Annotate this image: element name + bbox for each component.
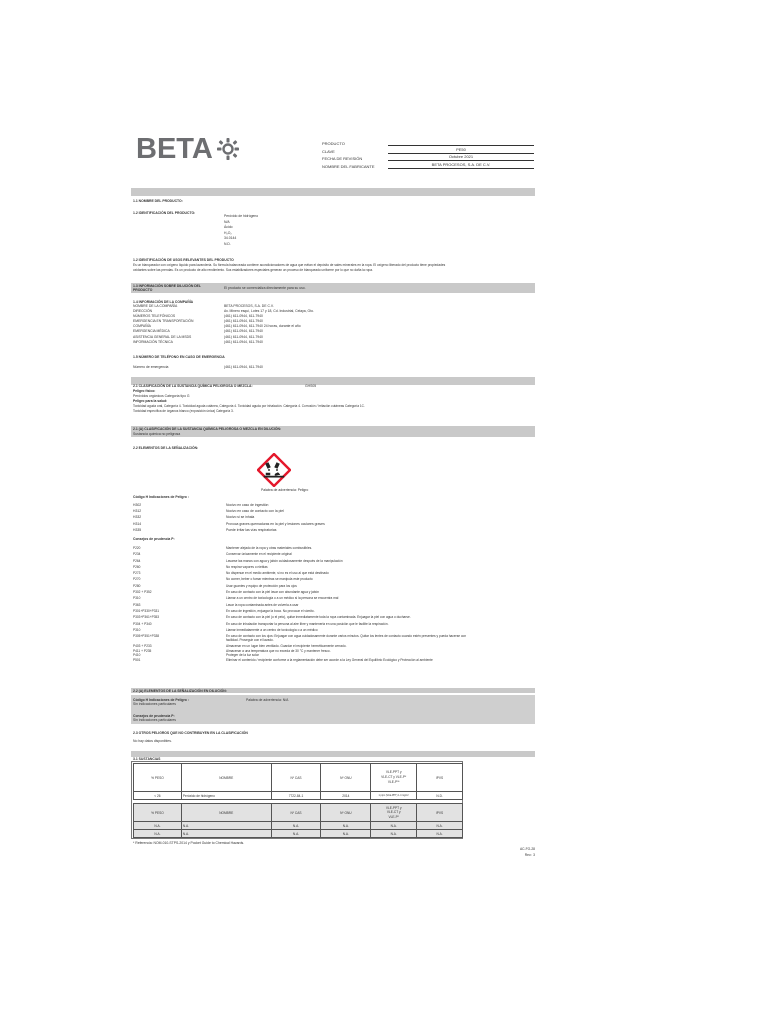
company-value: (461) 611-0944, 611-7940 (224, 334, 263, 339)
ident-value: Ácido (224, 225, 233, 230)
company-info-list (133, 304, 314, 345)
product-ident-values (224, 214, 258, 248)
column-header: % PESO (134, 764, 182, 792)
dilution-p-value: Sin indicaciones particulares (133, 718, 176, 722)
dilution-classification-value: Sustancia química no peligrosa (133, 431, 181, 436)
h-code-text: Puede irritar las vías respiratorias (226, 527, 277, 532)
header-row-clave (322, 146, 534, 153)
table-cell: < 26 (134, 792, 182, 800)
column-header: % PESO (134, 804, 182, 822)
table-row (134, 792, 463, 800)
dilution-info-label: 1.3 INFORMACIÓN SOBRE DILUCIÓN DEL PRODUCTO (133, 283, 201, 292)
company-key: COMPAÑÍA (133, 324, 151, 329)
p-codes-heading: Consejos de prudencia P: (133, 537, 175, 541)
column-header: Nº CAS (271, 764, 321, 792)
company-key: DIRECCIÓN (133, 309, 153, 314)
table-cell: N.A. (417, 830, 463, 838)
p-code-text: Lavarse las manos con agua y jabón cuidadosamente después de la manipulación (226, 558, 343, 563)
revision-number: Rev.: 3 (524, 853, 535, 857)
ident-value: 34.0144 (224, 236, 237, 241)
p-code-text: En caso de inhalación transportar la persona al aire libre y mantenerla en una posición que le facilite la respiración. (226, 621, 389, 626)
company-value: Av. Minero esquí, Lotes 17 y 18, Cd. Industrial, Celaya, Gto. (224, 309, 314, 314)
vle-line: VLE-CT y VLE-P* (381, 775, 407, 779)
company-value: BETA PROCESOS, S.A. DE C.V. (224, 304, 274, 308)
p-code-text: En caso de contacto con los ojos: Enjuagar con agua cuidadosamente durante varios minutos. Quitar los lentes de contacto cuando estén presentes y pueda hacerse con (226, 634, 467, 639)
dilution-signal-heading: 2.2 (A) ELEMENTOS DE LA SEÑALIZACIÓN EN DILUCIÓN: (133, 688, 227, 693)
dilution-h-value: Sin indicaciones particulares (133, 702, 176, 706)
emergency-key: Número de emergencia (133, 365, 169, 369)
uses-text-line-1: Es un blanqueador con oxígeno líquido para lavandería. Su fórmula balanceada contiene acondicionadores de agua que evitan el depósito de sales minerales en la ropa. El oxígeno liberado del producto tiene propiedades (133, 263, 446, 267)
h-code-text: Nocivo en caso de contacto con la piel (226, 509, 284, 514)
header-value (388, 139, 534, 146)
ident-value: H₂O₂ (224, 230, 232, 235)
column-header: IPVS (417, 764, 463, 792)
header-label: CLAVE (322, 148, 335, 154)
product-name-heading: 1.1 NOMBRE DEL PRODUCTO: (133, 199, 183, 203)
p-code-text: Proteger de la luz solar (226, 653, 259, 658)
uses-text-line-2: oxidantes sobre las prendas. Es un producto de alto rendimiento. Sus estabilizadores especiales generan un proceso de blanqueado uniforme por lo que no daña la ropa. (133, 268, 373, 272)
header-value: BETA PROCESOS, S.A. DE C.V. (388, 162, 534, 169)
header-label: PRODUCTO (322, 141, 345, 147)
p-code-text: facilidad. Proseguir con el lavado. (226, 638, 274, 643)
p-code: P264 (133, 558, 141, 563)
ghs-code: GHS05 (305, 384, 317, 388)
p-code: P270 (133, 577, 141, 582)
ident-value: Peróxido de hidrógeno (224, 214, 259, 218)
vle-line: VLE-PPT y (385, 770, 402, 774)
dilution-signal-box (131, 695, 535, 724)
company-key: NÚMEROS TELEFÓNICOS (133, 314, 176, 319)
p-codes-list (133, 545, 466, 662)
emergency-row (133, 365, 263, 369)
p-code-text: No dispersar en el medio ambiente, si no es el uso al que está destinado (226, 571, 329, 576)
p-code-text: En caso de contacto con la piel (o el pelo), quitar inmediatamente toda la ropa contaminada. Enjuagar la piel con agua o ducharse. (226, 615, 411, 620)
p-code-text: Usar guantes y equipo de protección para los ojos (226, 583, 297, 588)
gear-logo-icon (215, 136, 241, 162)
p-code: P501 (133, 657, 141, 662)
health-hazard-text-1: Toxicidad aguda oral, Categoría 4. Toxicidad aguda cutánea, Categoría 4. Toxicidad aguda por inhalación. Categoría 4. Corrosión / irritación cutáneas Categoría 1C. (133, 404, 365, 408)
column-header: NOMBRE (181, 764, 271, 792)
column-header-vle (371, 764, 417, 792)
p-code: P234 (133, 552, 141, 557)
dilution-classification-heading: 2.1 (A) CLASIFICACIÓN DE LA SUSTANCIA QUÍMICA PELIGROSA O MEZCLA EN DILUCIÓN: (133, 427, 282, 431)
substances-heading: 3.1 SUSTANCIAS (133, 757, 161, 761)
company-key: ASISTENCIA GENERAL DE LA MSDS (133, 334, 192, 339)
h-code: H312 (133, 509, 142, 514)
p-code: P363 (133, 602, 141, 607)
table-cell: N.A. (134, 830, 182, 838)
p-code-text: Conservar únicamente en el recipiente original (226, 552, 292, 557)
table-cell: N.A. (321, 822, 371, 830)
h-code: H335 (133, 527, 142, 532)
section-1-bar (131, 188, 535, 196)
table-cell: N.A. (271, 830, 321, 838)
dilution-h-heading: Código H Indicaciones de Peligro : (133, 698, 189, 702)
p-code: P303+P361+P353 (133, 615, 160, 620)
p-code: P411 + P235 (133, 648, 152, 653)
reference-note: * Referencia: NOM-010-STPS-2014 y Pocket Guide to Chemical Hazards. (133, 841, 245, 845)
dilution-info-value: El producto se comercializa directamente para su uso. (224, 286, 306, 290)
p-code-text: Mantener alejado de la ropa y otras materiales combustibles. (226, 546, 313, 550)
h-code: H314 (133, 521, 142, 526)
table-header-row (134, 764, 463, 792)
header-value: Octubre 2021 (388, 154, 534, 161)
health-hazard-heading: Peligro para la salud: (133, 399, 168, 403)
table-cell: N.A. (181, 830, 271, 838)
company-value: (461) 611-0944, 611-7940 (224, 339, 263, 344)
table-cell: 1 ppm (VLE-PPT) 1.4 mg/m³ (371, 792, 417, 800)
h-codes-list (133, 502, 325, 533)
column-header: Nº ONU (321, 764, 371, 792)
column-header: IPVS (417, 804, 463, 822)
p-code-text: No comer, beber o fumar mientras se manipula este producto (226, 577, 313, 582)
p-code-text: Llamar a un centro de toxicología o a un médico si la persona se encuentra mal (226, 596, 339, 601)
h-code-text: Nocivo en caso de ingestión (226, 503, 269, 507)
signal-word: Palabra de advertencia: Peligro (261, 488, 309, 492)
p-code: P301+P330+P331 (133, 608, 160, 613)
p-code: P410 (133, 653, 141, 658)
header-row-fecha (322, 154, 534, 161)
other-hazards-value: No hay datos disponibles. (133, 739, 172, 743)
corrosion-pictogram-icon (257, 453, 291, 487)
h-codes-heading: Código H Indicaciones de Peligro : (133, 495, 189, 499)
company-row (133, 340, 314, 345)
uses-heading: 1.2 IDENTIFICACIÓN DE USOS RELEVANTES DEL PRODUCTO (133, 258, 234, 262)
column-header-vle (371, 804, 417, 822)
table-cell: N.A. (134, 822, 182, 830)
column-header: Nº ONU (321, 804, 371, 822)
section-3-bar (131, 751, 535, 757)
brand-text: BETA (136, 133, 213, 165)
h-code: H332 (133, 515, 142, 520)
beta-logo (136, 135, 246, 163)
dilution-p-heading: Consejos de prudencia P: (133, 714, 175, 718)
substances-table (133, 763, 463, 800)
document-code: AC-FO-28 (519, 847, 535, 851)
other-hazards-heading: 2.3 OTROS PELIGROS QUE NO CONTRIBUYEN EN LA CLASIFICACIÓN (133, 731, 248, 735)
header-label: NOMBRE DEL FABRICANTE (322, 163, 375, 169)
company-value: (461) 611-0944, 611-7940 (224, 314, 263, 319)
header-value: PE50 (388, 147, 534, 154)
health-hazard-text-2: Toxicidad específica de órganos blanco (exposición única) Categoría 3. (133, 409, 234, 413)
column-header: NOMBRE (181, 804, 271, 822)
signal-elements-heading: 2.2 ELEMENTOS DE LA SEÑALIZACIÓN: (133, 446, 199, 450)
header-row-fabricante (322, 161, 534, 168)
p-code (133, 638, 226, 642)
company-key: NOMBRE DE LA COMPAÑÍA (133, 304, 178, 308)
ident-value: N/A (224, 219, 230, 224)
p-code: P302 + P352 (133, 590, 152, 595)
table-header-row (134, 804, 463, 822)
table-cell: N.A. (181, 822, 271, 830)
header-label: FECHA DE REVISIÓN (322, 156, 363, 162)
emergency-value: (461) 611-0944, 611-7940 (224, 365, 263, 369)
p-code-text: Eliminar el contenido / recipiente conforme a la reglamentación debe ser acorde a la Ley General del Equilibrio Ecológico y Protección al ambiente (226, 657, 433, 662)
table-cell: N.A. (371, 822, 417, 830)
p-code: P305+P351+P338 (133, 634, 160, 639)
p-code: P310 (133, 596, 141, 601)
h-code-row (133, 527, 325, 533)
table-cell: N.A. (371, 830, 417, 838)
document-footer (500, 846, 535, 858)
table-row (134, 830, 463, 838)
p-code: P260 (133, 564, 141, 569)
table-cell: N.D. (417, 792, 463, 800)
emergency-heading: 1.5 NÚMERO DE TELÉFONO EN CASO DE EMERGENCIA (133, 355, 225, 359)
vle-line: VLE-Pº (388, 814, 399, 819)
company-value: (461) 611-0944, 611-7940 (224, 319, 263, 324)
h-code: H302 (133, 503, 142, 507)
p-code-text: No respirar vapores o nieblas (226, 564, 268, 569)
table-cell: N.A. (321, 830, 371, 838)
p-code-text: Almacenar a una temperatura que no exceda de 30 °C y mantener fresco. (226, 648, 331, 653)
p-code: P273 (133, 571, 141, 576)
table-cell: Peróxido de hidrógeno (181, 792, 271, 800)
product-header (322, 139, 534, 169)
header-row-producto (322, 139, 534, 146)
h-code-text: Nocivo si se inhala (226, 515, 255, 520)
company-key: EMERGENCIA MÉDICA (133, 329, 170, 334)
p-code-text: En caso de contacto con la piel lavar con abundante agua y jabón (226, 590, 320, 595)
p-code: P280 (133, 583, 141, 588)
company-key: EMERGENCIA EN TRANSPORTACIÓN (133, 319, 194, 324)
dilution-signal-word: Palabra de advertencia: N/A (246, 698, 289, 702)
vle-line: VLE-Pº* (387, 780, 400, 784)
p-code-text: Lavar la ropa contaminada antes de volverla a usar (226, 602, 299, 607)
p-code: P304 + P340 (133, 621, 152, 626)
physical-hazard-text: Peróxidos orgánicos Categoría tipo G (133, 394, 190, 398)
h-code-text: Provoca graves quemaduras en la piel y lesiones oculares graves (226, 521, 325, 526)
table-cell: N.A. (417, 822, 463, 830)
table-cell: N.A. (271, 822, 321, 830)
table-row (134, 822, 463, 830)
p-code-row (133, 658, 466, 663)
classification-heading: 2.1 CLASIFICACIÓN DE LA SUSTANCIA QUÍMICA PELIGROSA O MEZCLA: (133, 384, 253, 388)
table-cell: 7722-84-1 (271, 792, 321, 800)
column-header: Nº CAS (271, 804, 321, 822)
vle-line: VLE-CT y (386, 810, 401, 815)
product-ident-heading: 1.2 IDENTIFICACIÓN DEL PRODUCTO: (133, 211, 196, 215)
company-key: INFORMACIÓN TÉCNICA (133, 339, 173, 344)
mixture-table (133, 803, 463, 838)
p-code-text: Almacenar en un lugar bien ventilado. Guardar el recipiente herméticamente cerrado. (226, 644, 347, 649)
company-value: (461) 611-0944, 611-7940 24 horas, durante el año (224, 324, 301, 329)
p-code-row (133, 638, 466, 642)
physical-hazard-heading: Peligro físico: (133, 389, 156, 393)
company-heading: 1.4 INFORMACIÓN DE LA COMPAÑÍA (133, 300, 194, 304)
p-code: P403 + P233 (133, 644, 152, 649)
p-code: P310 (133, 627, 141, 632)
p-code: P220 (133, 546, 141, 550)
ident-value: N.D. (224, 241, 231, 246)
p-code-text: En caso de ingestión, enjuagar la boca. No provocar el vómito. (226, 608, 315, 613)
p-code-row (133, 627, 466, 633)
vle-line: VLE-PPT y (385, 805, 402, 810)
company-value: (461) 611-0944, 611-7940 (224, 329, 263, 334)
p-code-text: Llamar inmediatamente a un centro de toxicología o a un médico (226, 627, 318, 632)
table-cell: 2014 (321, 792, 371, 800)
